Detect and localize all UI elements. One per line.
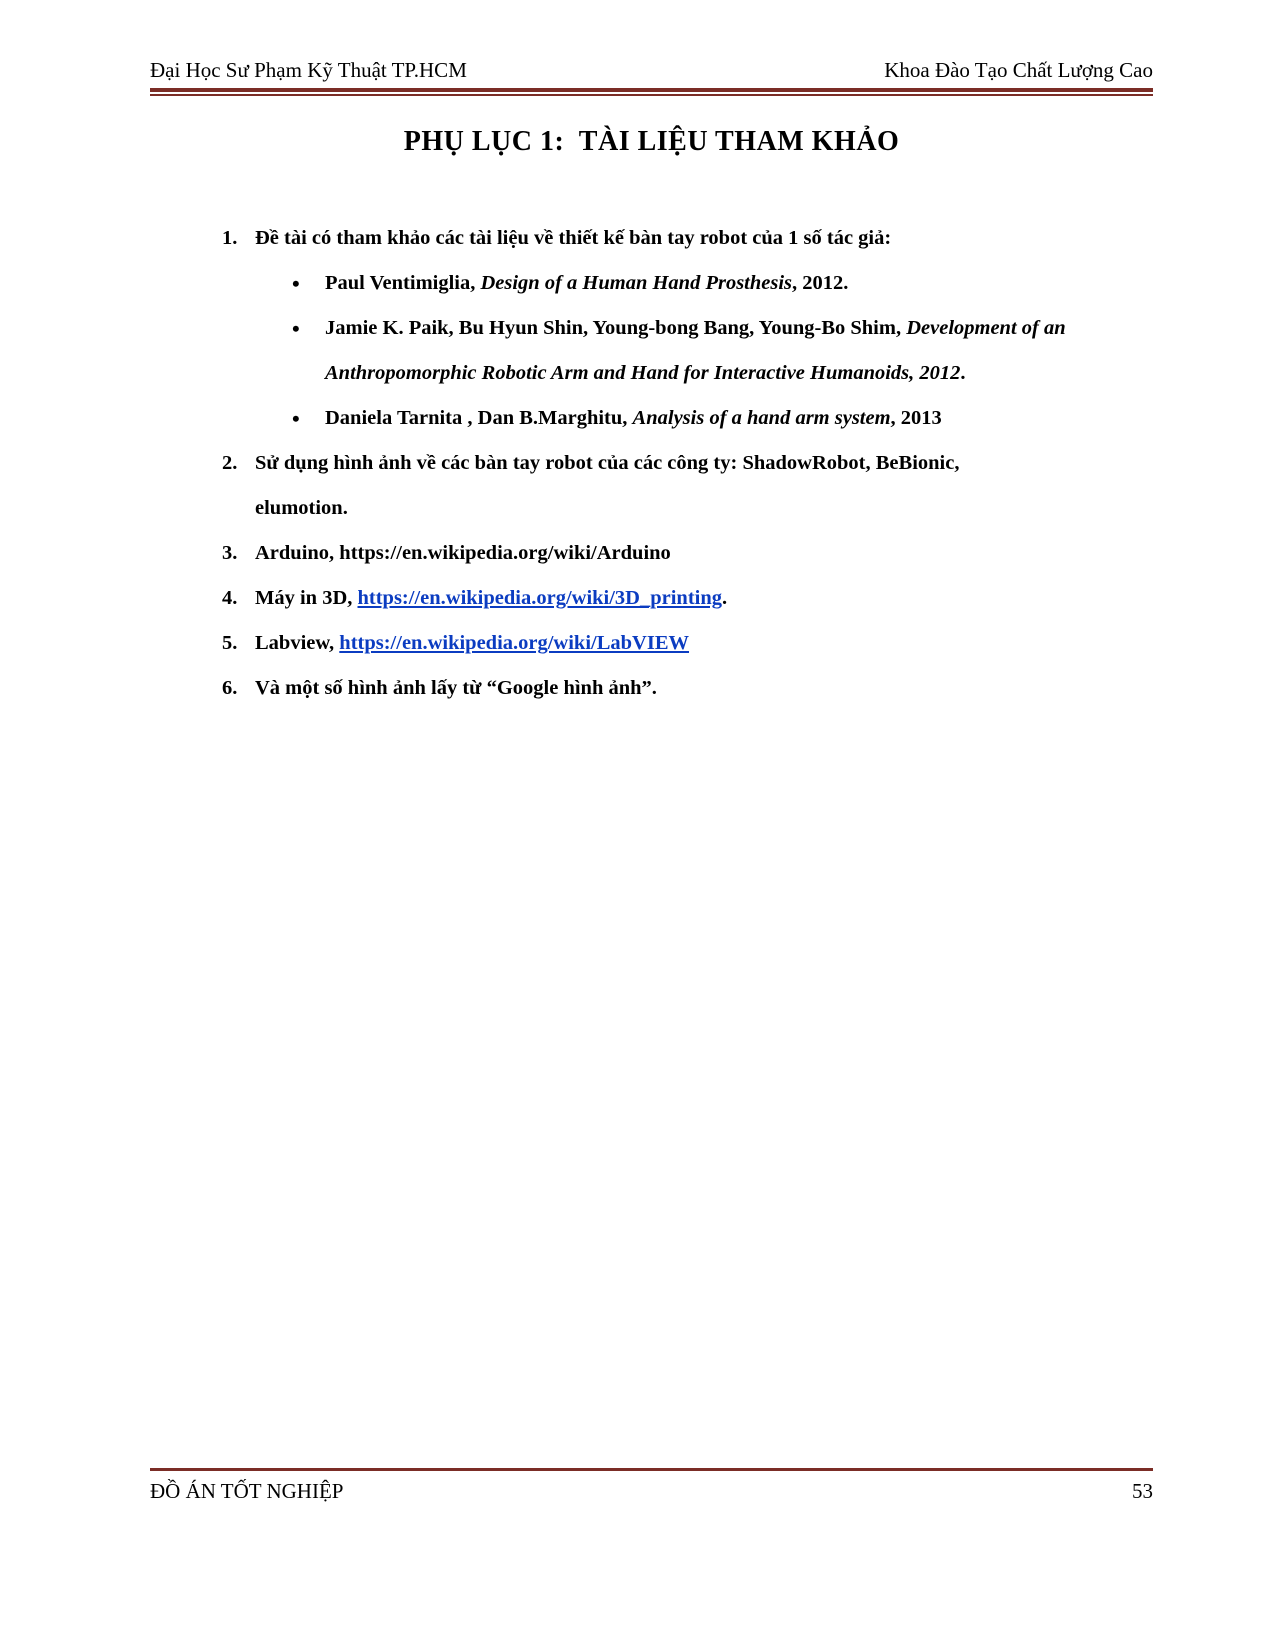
header-rule [150,88,1153,96]
list-item-4 [150,576,1153,621]
reference-author: Paul Ventimiglia, [325,272,481,294]
bullet-item-1 [150,261,1153,306]
item-number: 2. [222,452,238,474]
header-right-text: Khoa Đào Tạo Chất Lượng Cao [884,58,1153,82]
reference-list [150,216,1153,711]
item-text [255,576,727,621]
item-number: 5. [222,632,238,654]
item-text [255,621,689,666]
wikipedia-3d-printing-link[interactable]: https://en.wikipedia.org/wiki/3D_printing [357,587,723,609]
reference-author: Daniela Tarnita , Dan B.Marghitu, [325,407,633,429]
reference-year: , 2013 [890,407,942,429]
header-rule-thick [150,88,1153,92]
bullet-icon: • [292,271,300,296]
bullet-text [325,306,1105,396]
page-header [150,56,1153,84]
wikipedia-labview-link[interactable]: https://en.wikipedia.org/wiki/LabVIEW [339,632,690,654]
page-number: 53 [1132,1479,1153,1503]
list-item-2 [150,441,1153,531]
reference-title: Design of a Human Hand Prosthesis [480,272,793,294]
item-text-prefix: Máy in 3D, [255,587,358,609]
list-item-1 [150,216,1153,261]
reference-year: , 2012. [792,272,849,294]
item-text: Đề tài có tham khảo các tài liệu về thiết kế bàn tay robot của 1 số tác giả: [255,227,892,249]
header-left-text: Đại Học Sư Phạm Kỹ Thuật TP.HCM [150,58,467,82]
bullet-item-2 [150,306,1153,396]
item-number: 6. [222,677,238,699]
page-footer [150,1468,1153,1504]
header-rule-thin [150,94,1153,96]
reference-title: Analysis of a hand arm system [632,407,891,429]
reference-title: Development of an Anthropomorphic Robotic Arm and Hand for Interactive Humanoids, 2012 [325,317,1066,384]
item-number: 4. [222,587,238,609]
footer-rule [150,1468,1153,1471]
item-number: 3. [222,542,238,564]
footer-title: ĐỒ ÁN TỐT NGHIỆP [150,1479,344,1503]
list-item-5 [150,621,1153,666]
bullet-icon: • [292,406,300,431]
bullet-item-3 [150,396,1153,441]
item-text-prefix: Labview, [255,632,340,654]
list-item-6 [150,666,1153,711]
bullet-text [325,261,848,306]
item-number: 1. [222,227,238,249]
item-text-suffix: . [722,587,728,609]
reference-year: . [960,362,966,384]
bullet-text [325,396,942,441]
item-text: Sử dụng hình ảnh về các bàn tay robot của các công ty: ShadowRobot, BeBionic, elumotion. [255,452,960,519]
page-title: PHỤ LỤC 1: TÀI LIỆU THAM KHẢO [403,126,900,157]
item-text: Và một số hình ảnh lấy từ “Google hình ảnh”. [255,677,657,699]
item-text: Arduino, https://en.wikipedia.org/wiki/Arduino [255,542,671,564]
footer-row [150,1479,1153,1504]
list-item-3 [150,531,1153,576]
reference-author: Jamie K. Paik, Bu Hyun Shin, Young-bong Bang, Young-Bo Shim, [325,317,907,339]
bullet-icon: • [292,316,300,341]
